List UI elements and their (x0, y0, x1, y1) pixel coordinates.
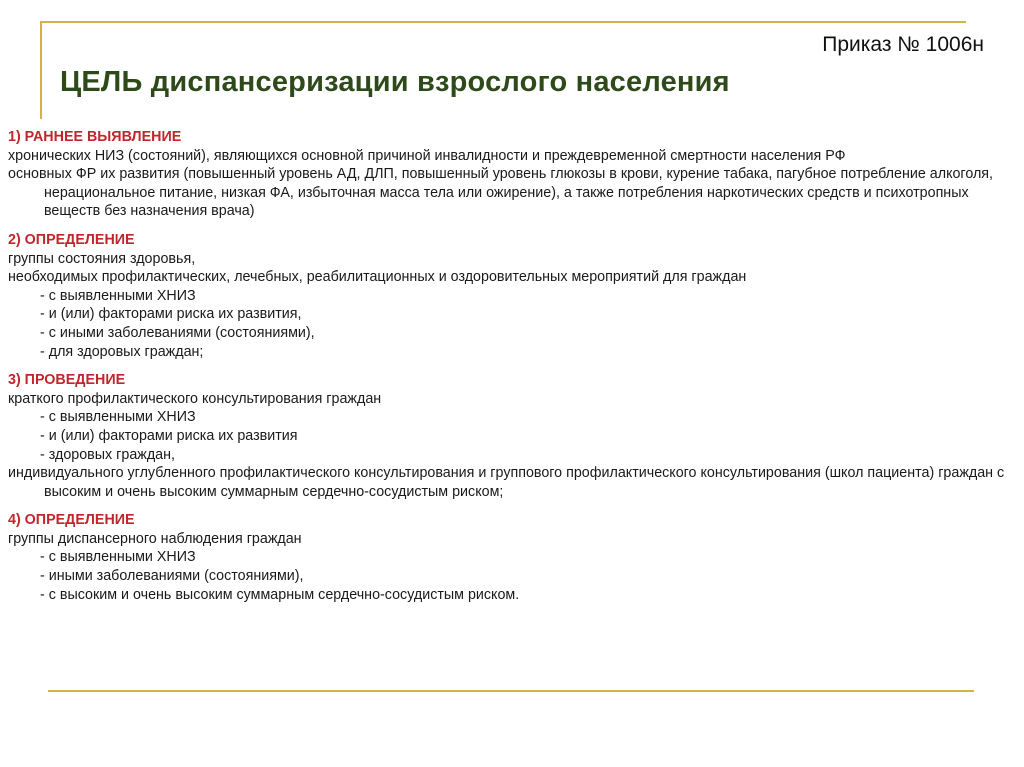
section-bullet: - с выявленными ХНИЗ (40, 409, 196, 426)
section-bullet: - с высоким и очень высоким суммарным сердечно-сосудистым риском. (40, 586, 520, 603)
section-bullet: - с выявленными ХНИЗ (40, 549, 196, 566)
bottom-rule (48, 690, 974, 692)
section-line: основных ФР их развития (повышенный уровень АД, ДЛП, повышенный уровень глюкозы в крови, курение табака, пагубное потребление алкоголя, нерациональное питание, низкая ФА, избыточная масса тела или ожирение), а также потребления наркотических средств и психотропных веществ без назначения врача) (8, 166, 994, 220)
section-heading: 3) ПРОВЕДЕНИЕ (8, 372, 126, 389)
section-heading: 1) РАННЕЕ ВЫЯВЛЕНИЕ (8, 129, 182, 145)
section-bullet: - здоровых граждан, (40, 446, 176, 463)
page-title: ЦЕЛЬ диспансеризации взрослого населения (60, 66, 730, 98)
section-line: группы состояния здоровья, (8, 250, 196, 267)
section-bullet: - и (или) факторами риска их развития, (40, 306, 302, 323)
section-line: необходимых профилактических, лечебных, реабилитационных и оздоровительных мероприятий для граждан (8, 269, 747, 286)
section-1 (8, 128, 1013, 221)
section-bullet: - иными заболеваниями (состояниями), (40, 568, 304, 585)
section-4 (8, 511, 1013, 604)
order-number: Приказ № 1006н (822, 33, 984, 56)
section-bullet: - с иными заболеваниями (состояниями), (40, 324, 315, 341)
section-bullet: - для здоровых граждан; (40, 343, 204, 360)
section-line: группы диспансерного наблюдения граждан (8, 530, 302, 547)
content-body (8, 128, 1013, 614)
section-bullet: - и (или) факторами риска их развития (40, 427, 298, 444)
section-heading: 4) ОПРЕДЕЛЕНИЕ (8, 512, 135, 529)
section-line: хронических НИЗ (состояний), являющихся основной причиной инвалидности и преждевременной смертности населения РФ (8, 147, 846, 164)
section-heading: 2) ОПРЕДЕЛЕНИЕ (8, 231, 135, 248)
left-rule (40, 21, 42, 119)
section-line: индивидуального углубленного профилактического консультирования и группового профилактического консультирования (школ пациента) граждан с высоким и очень высоким суммарным сердечно-сосудистым риском; (8, 465, 1005, 500)
section-bullet: - с выявленными ХНИЗ (40, 287, 196, 304)
top-rule (40, 21, 966, 23)
section-3 (8, 371, 1013, 501)
section-line: краткого профилактического консультирования граждан (8, 390, 382, 407)
section-2 (8, 231, 1013, 361)
